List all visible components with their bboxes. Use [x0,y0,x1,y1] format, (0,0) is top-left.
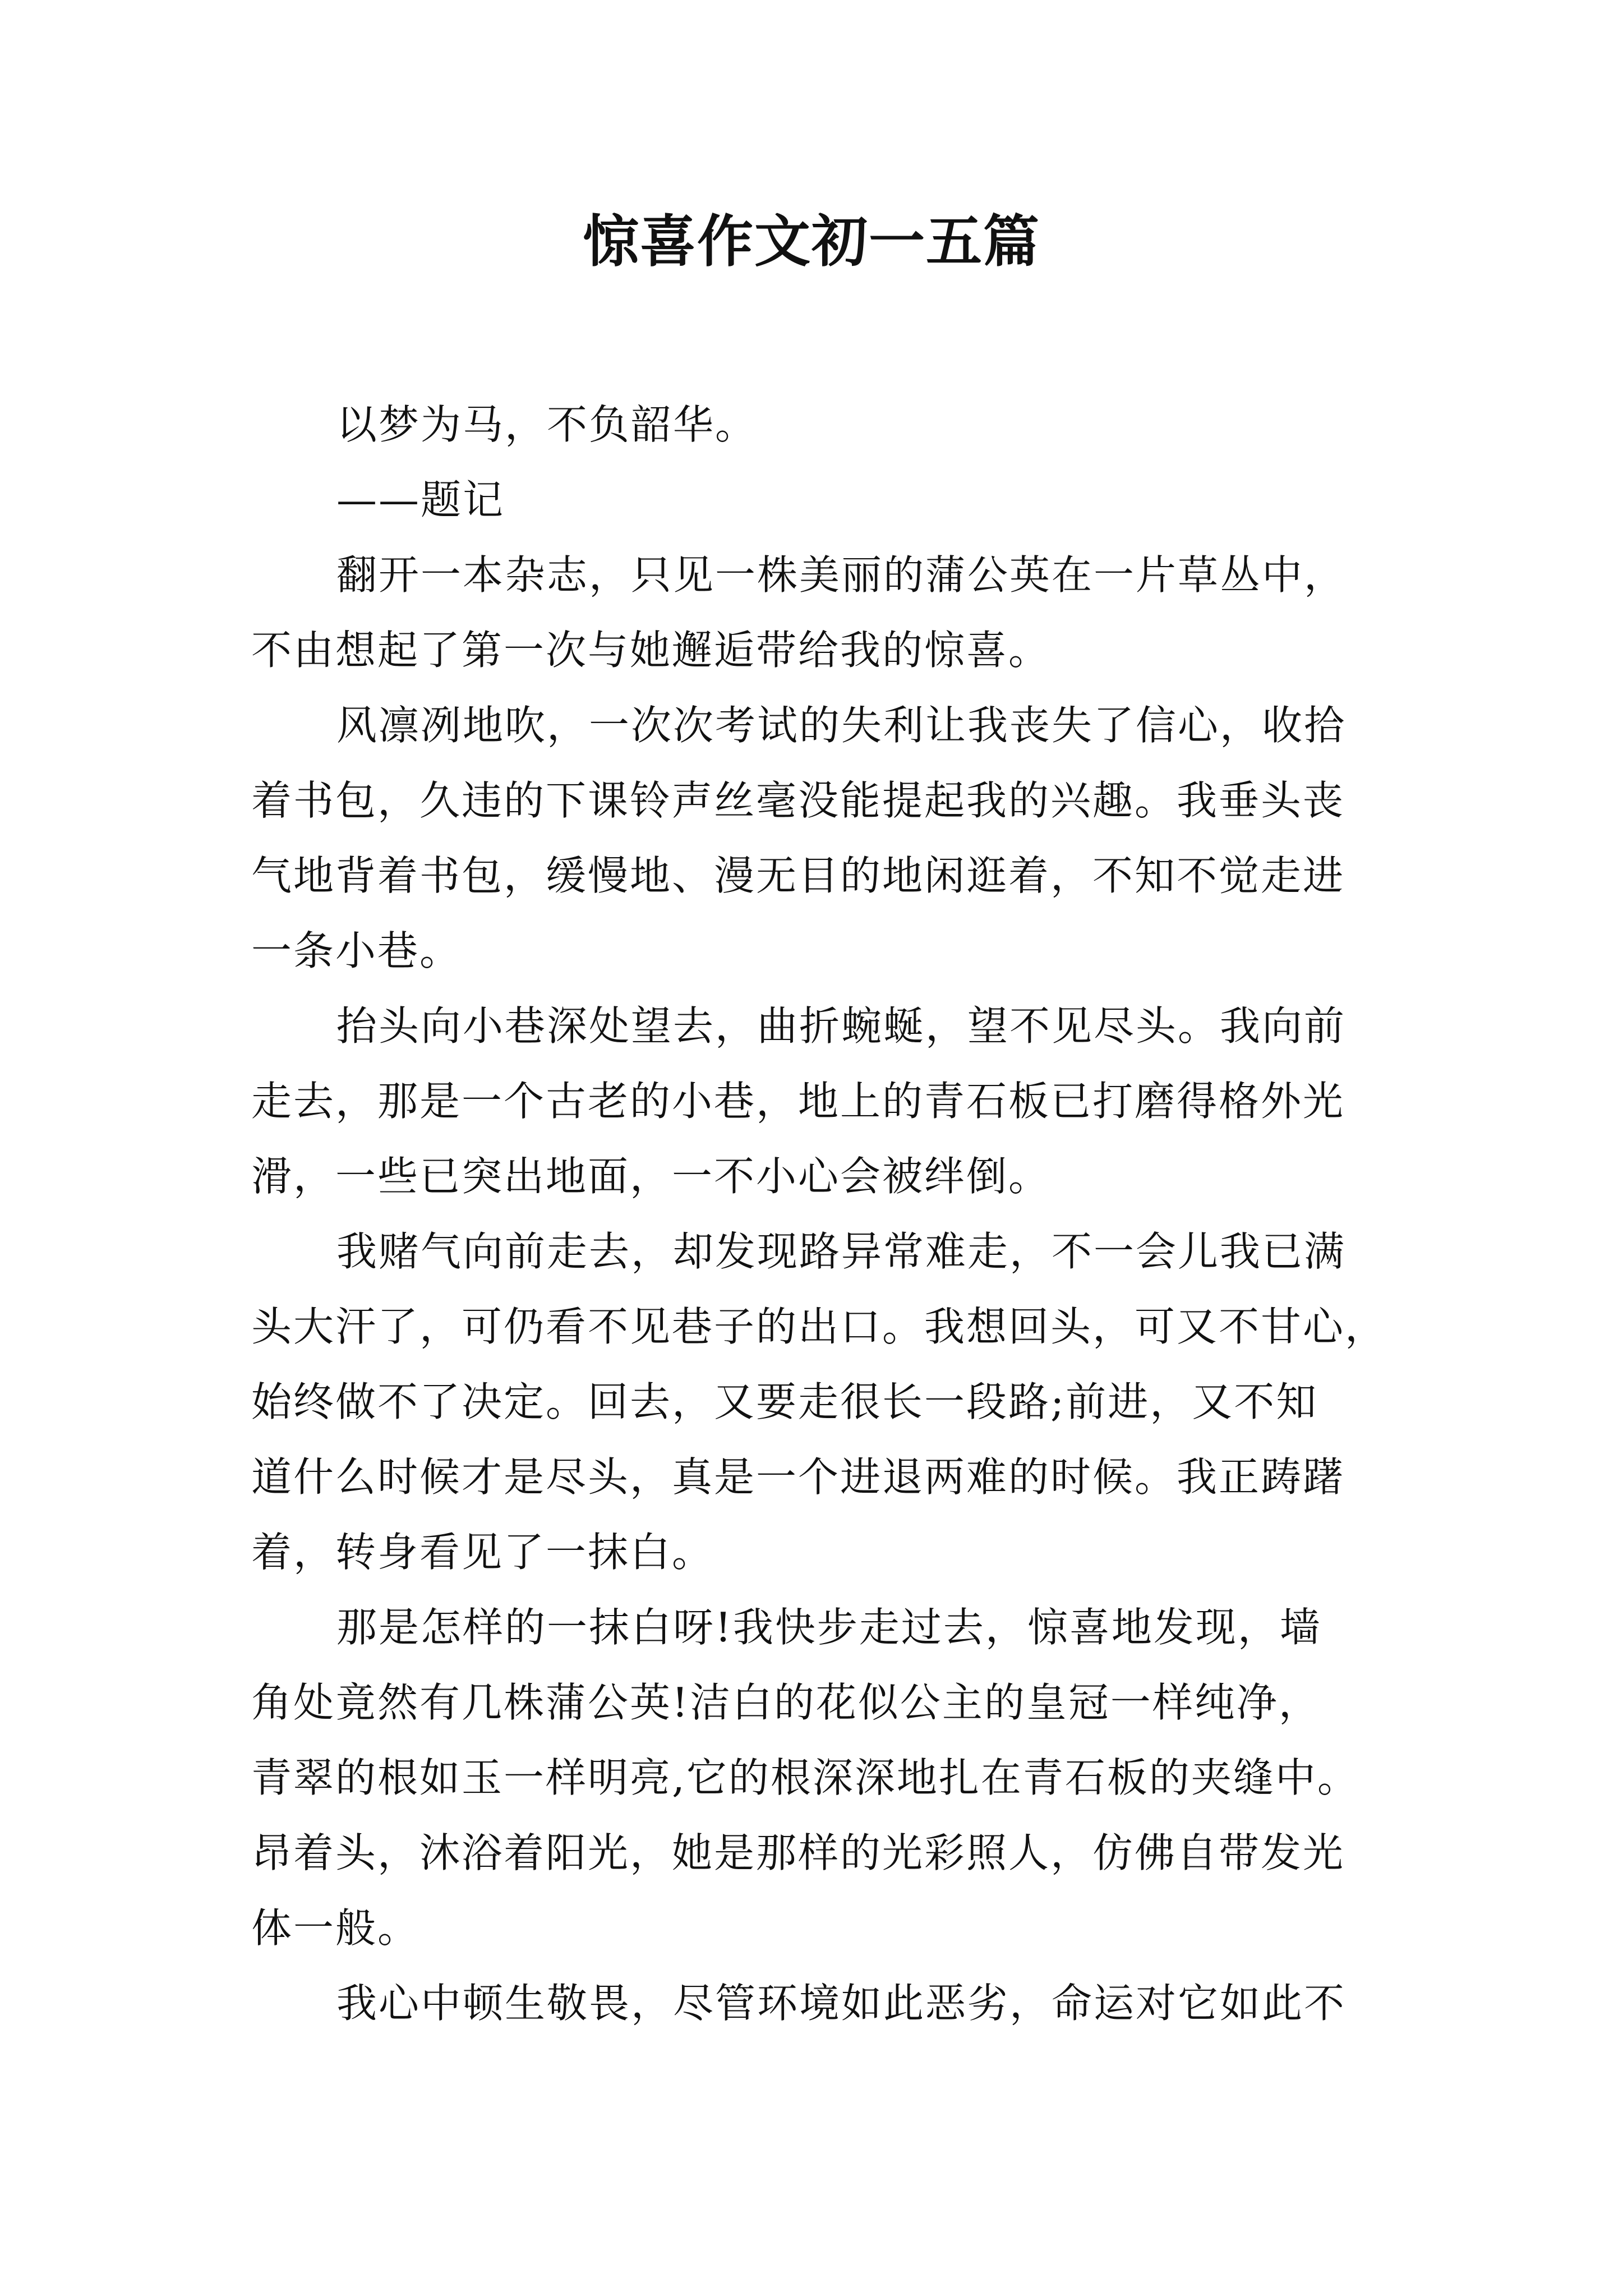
paragraph-line: 抬头向小巷深处望去，曲折蜿蜒，望不见尽头。我向前 [336,1002,1347,1050]
paragraph [251,988,1384,1214]
document-title: 惊喜作文初一五篇 [583,208,1040,274]
paragraph-line: 我心中顿生敬畏，尽管环境如此恶劣，命运对它如此不 [336,1980,1347,2027]
paragraph [251,1966,1384,2041]
paragraph-line: 以梦为马，不负韶华。 [336,401,758,448]
paragraph-line: 那是怎样的一抹白呀!我快步走过去，惊喜地发现，墙 [336,1604,1322,1651]
paragraph-line: 滑，一些已突出地面，一不小心会被绊倒。 [251,1153,1051,1200]
paragraph-line: 着书包，久违的下课铃声丝毫没能提起我的兴趣。我垂头丧 [251,777,1345,824]
paragraph-line: ——题记 [336,476,505,523]
paragraph-line: 我赌气向前走去，却发现路异常难走，不一会儿我已满 [336,1228,1347,1275]
paragraph-line: 不由想起了第一次与她邂逅带给我的惊喜。 [251,627,1051,674]
paragraph-line: 风凛冽地吹，一次次考试的失利让我丧失了信心，收拾 [336,702,1347,749]
paragraph-line: 气地背着书包，缓慢地、漫无目的地闲逛着，不知不觉走进 [251,852,1345,899]
paragraph-line: 头大汗了，可仍看不见巷子的出口。我想回头，可又不甘心， [251,1303,1387,1350]
paragraph-line: 始终做不了决定。回去，又要走很长一段路;前进，又不知 [251,1378,1318,1425]
paragraph [251,1214,1387,1590]
paragraph-line: 着，转身看见了一抹白。 [251,1529,714,1576]
paragraph [251,688,1384,988]
paragraph-epigraph-attribution [251,462,1384,537]
paragraph-line: 昂着头，沐浴着阳光，她是那样的光彩照人，仿佛自带发光 [251,1829,1345,1876]
paragraph-line: 体一般。 [251,1904,420,1952]
paragraph-line: 一条小巷。 [251,927,462,974]
paragraph-line: 走去，那是一个古老的小巷，地上的青石板已打磨得格外光 [251,1078,1345,1125]
paragraph-epigraph [251,387,1384,462]
paragraph-line: 青翠的根如玉一样明亮,它的根深深地扎在青石板的夹缝中。 [251,1754,1359,1801]
document-body [251,387,1387,2041]
paragraph-line: 道什么时候才是尽头，真是一个进退两难的时候。我正踌躇 [251,1453,1345,1501]
paragraph [251,1590,1384,1966]
paragraph-line: 角处竟然有几株蒲公英!洁白的花似公主的皇冠一样纯净， [251,1679,1321,1726]
paragraph [251,537,1384,688]
paragraph-line: 翻开一本杂志，只见一株美丽的蒲公英在一片草丛中， [336,551,1347,599]
